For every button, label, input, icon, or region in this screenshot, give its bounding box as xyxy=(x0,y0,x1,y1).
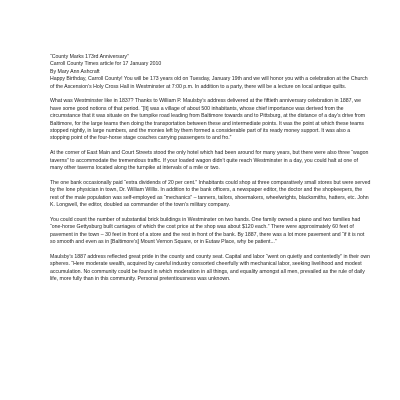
paragraph-taverns: At the corner of East Main and Court Streets stood the only hotel which had been around for many years, but there were also three “wagon taverns” to accommodate the tremendous traffic. If your loaded wagon didn’t quite reach Westminster in a day, you could halt at one of many other taverns located along the turnpike at intervals of a mile or two. xyxy=(50,150,369,172)
article-source: Carroll County Times article for 17 January 2010 xyxy=(50,61,162,68)
article-byline: By Mary Ann Ashcraft xyxy=(50,68,100,75)
paragraph-buildings-and-pavement: You could count the number of substantial brick buildings in Westminster on two hands. One family owned a piano and two families had “one-horse Gettysburg built carriages of which the cost price at the shop was about $120 each.” There were approximately 60 feet of pavement in the town – 30 feet in front of a store and the rest in front of the bank. By 1887, there was a lot more pavement and “if it is not so smooth and even as in [Baltimore’s] Mount Vernon Square, or in Eutaw Place, why be patient...” xyxy=(50,216,365,246)
paragraph-intro: Happy Birthday, Carroll County! You will be 173 years old on Tuesday, January 19th and we will honor you with a celebration at the Church of the Ascension’s Holy Cross Hall in Westminster at 7:00 p.m. In addition to a party, there will be a lecture on local antique quilts. xyxy=(50,76,368,90)
paragraph-maulsby-address: Maulsby’s 1887 address reflected great pride in the county and county seat. Capital and labor “went on quietly and contentedly” in their own spheres. “Here moderate wealth, acquired by careful industry consorted cheerfully with mechanical labor, seeking livelihood and modest accumulation. No community could be found in which moderation in all things, and equality amongst all men, prevailed as the rule of daily life, more fully than in this community. Personal pretentiousness was unknown. xyxy=(50,253,370,283)
article-title: “County Marks 173rd Anniversary” xyxy=(50,54,129,60)
article-body xyxy=(50,54,371,284)
paragraph-westminster-1837: What was Westminster like in 1837? Thanks to William P. Maulsby’s address delivered at the fiftieth anniversary celebration in 1887, we have some good notions of that period. “[It] was a village of about 500 inhabitants, whose chief importance was derived from the circumstance that it was situate on the turnpike road leading from Baltimore towards and to Pittsburg, at the distance of a day’s drive from Baltimore, for the large teams then doing the transportation between these and intermediate points. It was the point at which these teams stopped nightly, in large numbers, and the monies left by them formed a considerable part of its ready money support. It was also a stopping point of the four-horse stage coaches carrying passengers to and fro.” xyxy=(50,98,366,142)
paragraph-bank-and-trades: The one bank occasionally paid “extra dividends of 20 per cent.” Inhabitants could shop at three comparatively small stores but were served by the lone physician in town, Dr. William Willis. In addition to the bank officers, a newspaper editor, the doctor and the shopkeepers, the rest of the male population was self-employed as “mechanics” – tanners, tailors, shoemakers, wheelwrights, blacksmiths, hatters, etc. John K. Longwell, the editor, doubled as commander of the town’s military company. xyxy=(50,179,371,209)
